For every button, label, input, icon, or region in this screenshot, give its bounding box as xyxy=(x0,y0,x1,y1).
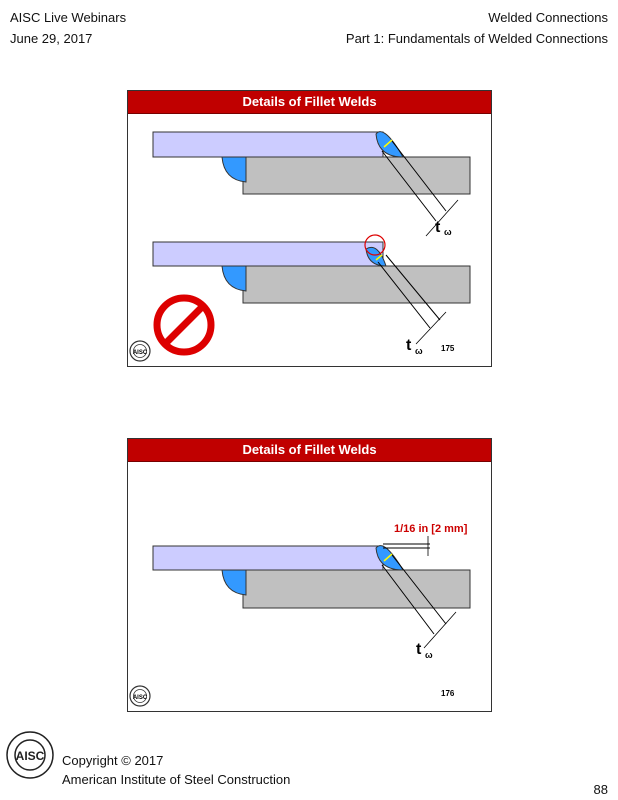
throat-label: t xyxy=(435,219,441,236)
throat-subscript: ω xyxy=(415,346,423,356)
dimension-line xyxy=(424,612,456,648)
fillet-weld-diagram xyxy=(128,462,491,711)
slide-175 xyxy=(127,90,492,367)
prohibited-icon xyxy=(157,298,211,352)
dimension-line xyxy=(416,312,446,344)
top-plate xyxy=(153,546,383,570)
throat-label: t xyxy=(406,337,412,354)
copyright-text: Copyright © 2017 xyxy=(62,753,164,768)
svg-text:AISC: AISC xyxy=(132,350,148,356)
fillet-weld-diagram xyxy=(128,114,491,366)
top-plate xyxy=(153,132,383,157)
fillet-weld xyxy=(222,266,246,291)
bottom-plate xyxy=(243,157,470,194)
course-date: June 29, 2017 xyxy=(10,31,93,46)
fillet-weld xyxy=(222,570,246,595)
dimension-label: 1/16 in [2 mm] xyxy=(394,523,468,535)
course-title: AISC Live Webinars xyxy=(10,10,127,25)
svg-text:AISC: AISC xyxy=(15,749,45,763)
aisc-seal-icon xyxy=(130,686,150,706)
throat-subscript: ω xyxy=(425,650,433,660)
slide-title: Details of Fillet Welds xyxy=(128,439,491,462)
aisc-logo-icon xyxy=(6,731,54,779)
slide-number: 176 xyxy=(441,689,455,698)
throat-subscript: ω xyxy=(444,227,452,237)
organization-name: American Institute of Steel Construction xyxy=(62,772,291,787)
webinar-subtitle: Part 1: Fundamentals of Welded Connections xyxy=(345,31,608,46)
page-number: 88 xyxy=(593,782,608,797)
aisc-seal-icon xyxy=(130,341,150,361)
fillet-weld xyxy=(222,157,246,182)
bottom-plate xyxy=(243,570,470,608)
throat-label: t xyxy=(416,641,422,658)
top-plate xyxy=(153,242,383,266)
svg-text:AISC: AISC xyxy=(132,695,148,701)
webinar-title: Welded Connections xyxy=(488,10,608,25)
slide-176 xyxy=(127,438,492,712)
bottom-plate xyxy=(243,266,470,303)
slide-title: Details of Fillet Welds xyxy=(128,91,491,114)
slide-number: 175 xyxy=(441,344,455,353)
